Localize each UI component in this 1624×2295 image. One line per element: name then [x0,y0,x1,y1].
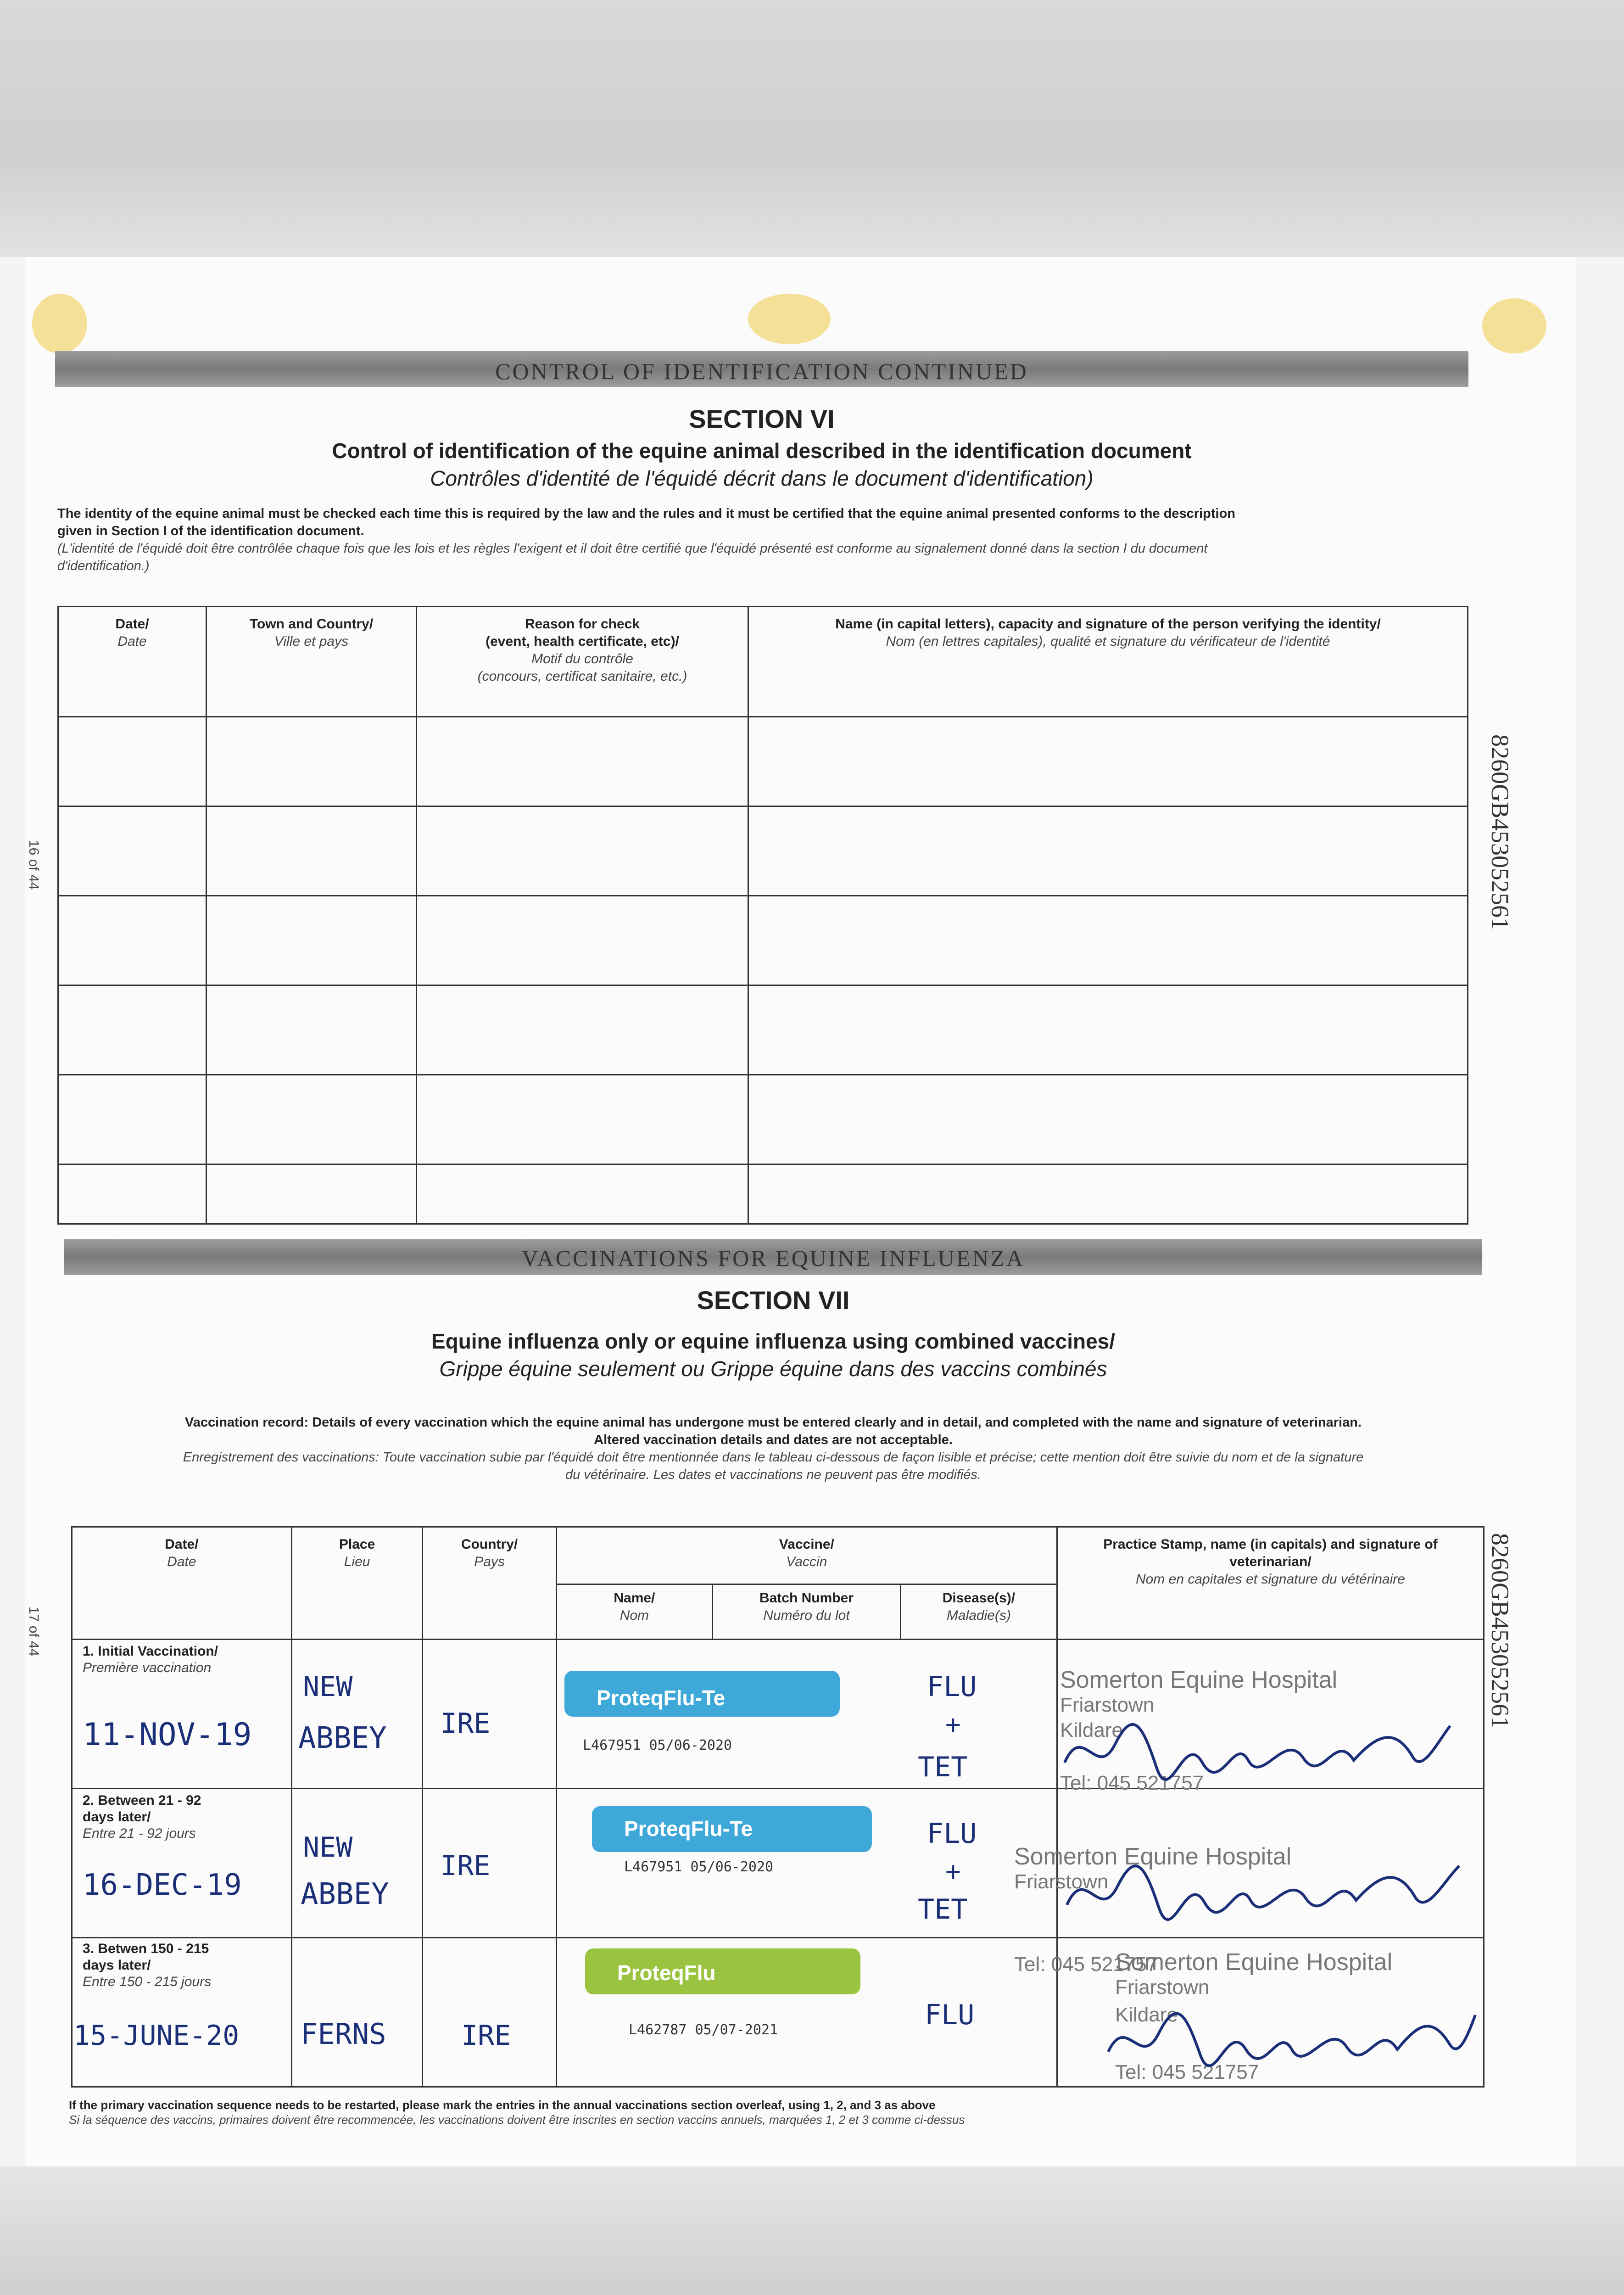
batch-number: L467951 05/06-2020 [624,1859,774,1875]
col-reason-header: Reason for check (event, health certificate, etc)/ Motif du contrôle (concours, certificat sanitaire, etc.) [477,616,687,684]
section-title-french: Grippe équine seulement ou Grippe équine dans des vaccins combinés [439,1357,1107,1381]
batch-number: L462787 05/07-2021 [629,2022,778,2038]
col-disease-header: Disease(s)/ Maladie(s) [942,1590,1016,1623]
section-title: Equine influenza only or equine influenza using combined vaccines/ [431,1329,1116,1353]
intro-line-french: d'identification.) [57,559,150,573]
vaccine-sticker: ProteqFlu [585,1948,860,1994]
table-header-row [58,607,1468,717]
section-heading: SECTION VII [697,1286,850,1315]
row-label: 3. Betwen 150 - 215 days later/ Entre 150 - 215 jours [83,1941,212,1989]
vaccination-country: IRE [441,1707,491,1740]
col-place-header: Place Lieu [339,1537,375,1569]
col-town-header: Town and Country/ Ville et pays [249,616,374,649]
vaccination-place: ABBEY [298,1721,387,1755]
disease: + [945,1857,961,1886]
col-date-header: Date/ Date [115,616,149,649]
intro-line: given in Section I of the identification document. [57,524,364,538]
disease: TET [918,1751,968,1783]
col-name-header: Name (in capital letters), capacity and signature of the person verifying the identity/ Nom (en lettres capitales), qualité et signature du vérificateur de l'identité [835,616,1381,649]
scanner-bottom-shadow [0,2166,1624,2295]
col-vaccine-name-header: Name/ Nom [614,1590,655,1623]
table-row [58,806,1468,896]
section-title: Control of identification of the equine animal described in the identification document [332,439,1192,463]
table-row [58,1075,1468,1164]
practice-stamp: Kildare [1115,2004,1178,2026]
vaccination-place: FERNS [301,2017,386,2051]
disease: TET [918,1893,968,1926]
practice-stamp: Tel: 045 521757 [1115,2061,1259,2083]
row-label: 2. Between 21 - 92 days later/ Entre 21 - 92 jours [83,1793,201,1841]
col-date-header: Date/ Date [165,1537,199,1569]
col-batch-header: Batch Number Numéro du lot [759,1590,854,1623]
disease: FLU [925,1999,975,2031]
intro-line: The identity of the equine animal must be checked each time this is required by the law and the rules and it must be certified that the equine animal presented conforms to the description [57,506,1236,521]
practice-stamp: Friarstown [1060,1694,1155,1716]
yellow-stain [32,294,87,353]
record-line: Vaccination record: Details of every vaccination which the equine animal has undergone must be entered clearly and in detail, and completed with the name and signature of veterinarian. [185,1415,1362,1430]
vaccination-country: IRE [461,2020,511,2052]
intro-paragraph [57,505,1471,575]
practice-stamp: Friarstown [1014,1870,1109,1893]
section-band-title: CONTROL OF IDENTIFICATION CONTINUED [495,358,1028,384]
identity-check-table [57,606,1468,1225]
table-row [58,1164,1468,1224]
table-row [58,896,1468,985]
vaccination-place: NEW [303,1671,353,1703]
table-row [58,717,1468,806]
vaccination-date: 16-DEC-19 [83,1868,242,1902]
practice-stamp: Somerton Equine Hospital [1115,1949,1393,1976]
scanner-top-shadow [0,0,1624,257]
row-label: 1. Initial Vaccination/ Première vaccination [83,1644,218,1675]
veterinarian-signature [1101,2006,1478,2070]
document-number-lower: 8260GB453052561 [1486,1533,1514,1729]
practice-stamp: Kildare [1060,1719,1123,1741]
record-paragraph [64,1414,1482,1483]
section-band-title: VACCINATIONS FOR EQUINE INFLUENZA [521,1245,1025,1271]
table-header-row [72,1527,1484,1584]
col-stamp-header: Practice Stamp, name (in capitals) and signature of veterinarian/ Nom en capitales et signature du vétérinaire [1103,1537,1438,1587]
section-title-french: Contrôles d'identité de l'équidé décrit dans le document d'identification) [430,466,1094,490]
footnote: If the primary vaccination sequence needs to be restarted, please mark the entries in the annual vaccinations section overleaf, using 1, 2, and 3 as above Si la séquence des vaccins, primaires doivent être recommencée, les vaccinations doivent être inscrites en section vaccins annuels, marquées 1, 2 et 3 comme ci-dessus [69,2098,965,2127]
record-line: Altered vaccination details and dates are not acceptable. [594,1433,953,1447]
col-country-header: Country/ Pays [461,1537,518,1569]
practice-stamp: Tel: 045 521757 [1014,1953,1158,1976]
disease: + [945,1710,961,1740]
record-line-french: Enregistrement des vaccinations: Toute vaccination subie par l'équidé doit être mentionnée dans le tableau ci-dessous de façon lisible et précise; cette mention doit être suivie du nom et de la signature [183,1450,1364,1465]
vaccination-country: IRE [441,1850,491,1882]
intro-line-french: (L'identité de l'équidé doit être contrôlée chaque fois que les lois et les règles l'exigent et il doit être certifié que l'équidé présenté est conforme au signalement donné dans la section I du document [57,541,1208,556]
section-heading: SECTION VI [689,404,835,433]
record-line-french: du vétérinaire. Les dates et vaccinations ne peuvent pas être modifiés. [565,1467,981,1482]
vaccine-sticker: ProteqFlu-Te [592,1806,872,1852]
practice-stamp: Somerton Equine Hospital [1014,1843,1292,1870]
batch-number: L467951 05/06-2020 [583,1737,732,1753]
veterinarian-signature [1060,1854,1473,1923]
practice-stamp: Friarstown [1115,1976,1210,1998]
disease: FLU [927,1671,977,1703]
yellow-stain [748,294,831,344]
practice-stamp: Somerton Equine Hospital [1060,1667,1338,1693]
document-number-upper: 8260GB453052561 [1486,734,1514,930]
table-row [58,985,1468,1075]
disease: FLU [927,1818,977,1850]
col-vaccine-header: Vaccine/ Vaccin [779,1537,834,1569]
vaccination-date: 15-JUNE-20 [73,2020,240,2052]
vaccination-place: ABBEY [301,1877,389,1911]
veterinarian-signature [1055,1717,1468,1781]
vaccination-place: NEW [303,1831,353,1864]
page-number-16: 16 of 44 [26,840,41,890]
vaccination-date: 11-NOV-19 [83,1717,252,1753]
yellow-stain [1482,298,1546,353]
page-number-17: 17 of 44 [26,1606,41,1657]
vaccine-sticker: ProteqFlu-Te [564,1671,840,1717]
practice-stamp: Tel: 045 521757 [1060,1772,1204,1794]
